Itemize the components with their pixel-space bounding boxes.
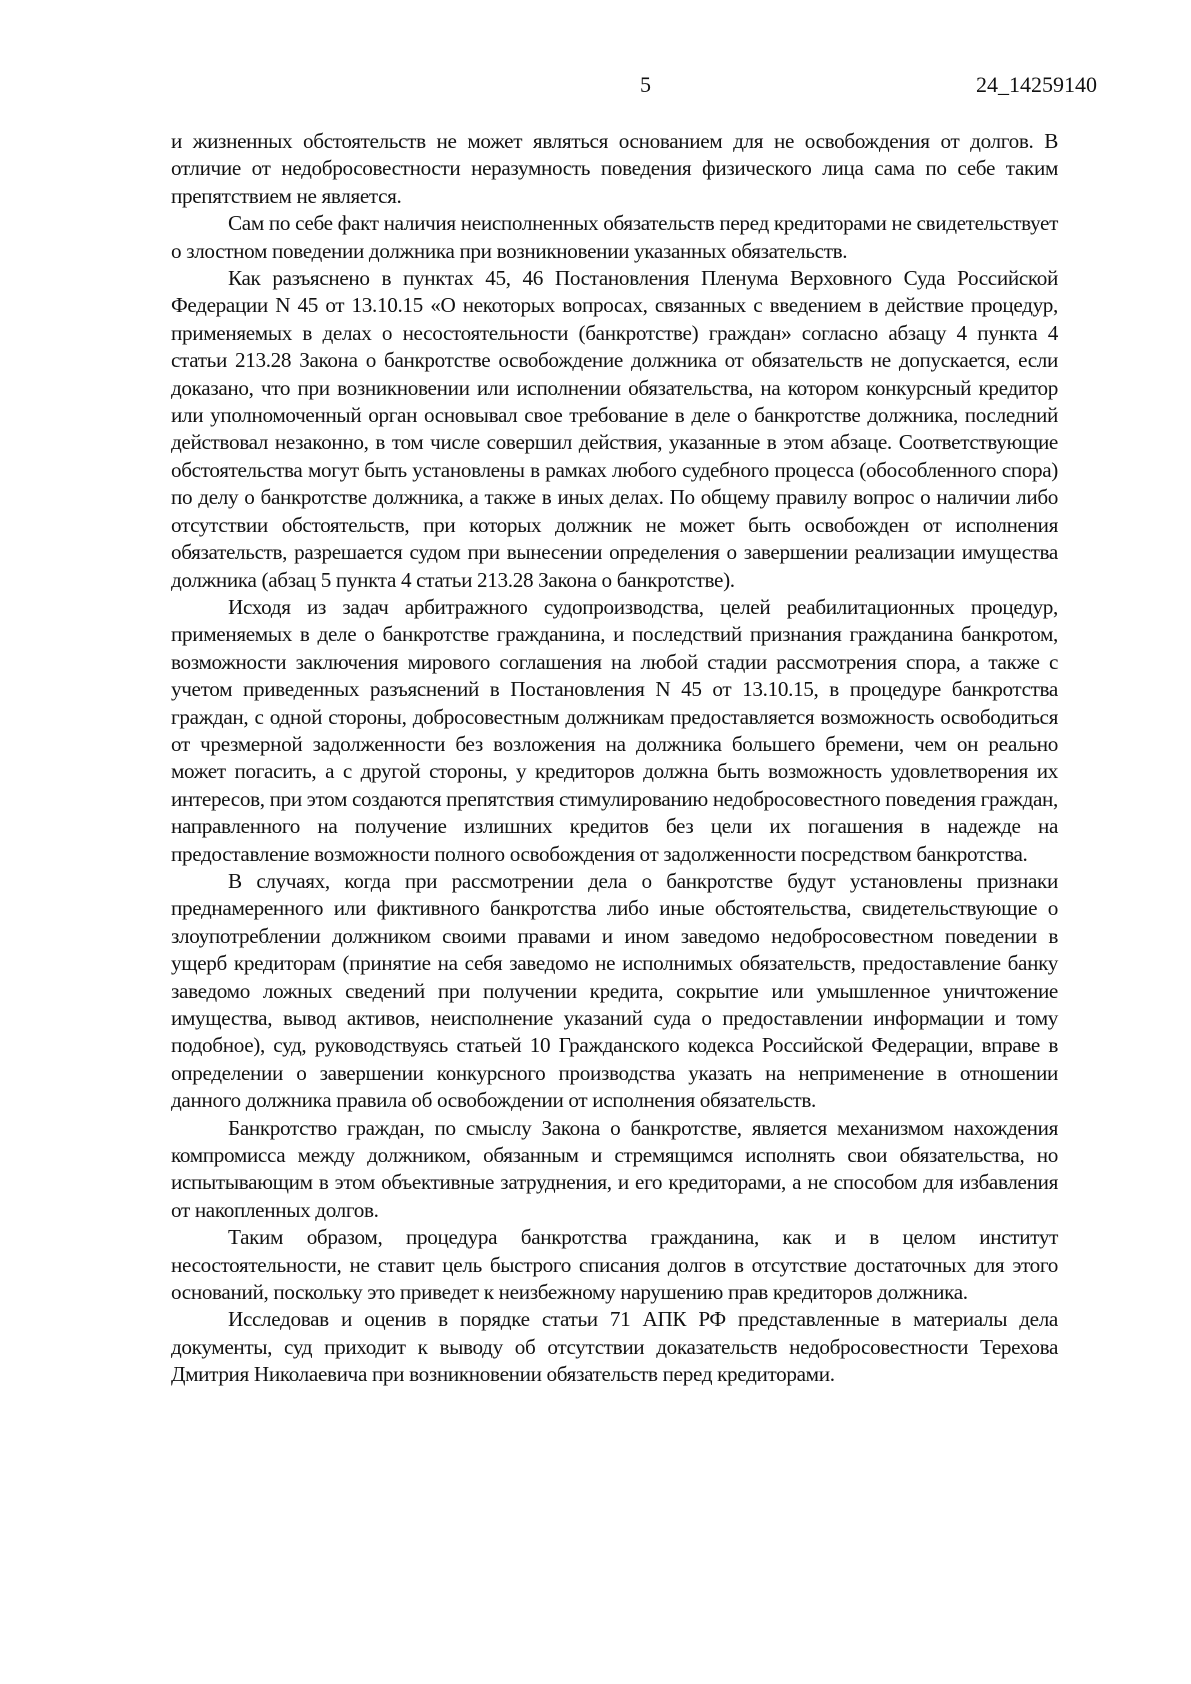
paragraph: Как разъяснено в пунктах 45, 46 Постановления Пленума Верховного Суда Российской Федерации N 45 от 13.10.15 «О некоторых вопросах, связанных с введением в действие процедур, применяемых в делах о несостоятельности (банкротстве) граждан» согласно абзацу 4 пункта 4 статьи 213.28 Закона о банкротстве освобождение должника от обязательств не допускается, если доказано, что при возникновении или исполнении обязательства, на котором конкурсный кредитор или уполномоченный орган основывал свое требование в деле о банкротстве должника, последний действовал незаконно, в том числе совершил действия, указанные в этом абзаце. Соответствующие обстоятельства могут быть установлены в рамках любого судебного процесса (обособленного спора) по делу о банкротстве должника, а также в иных делах. По общему правилу вопрос о наличии либо отсутствии обстоятельств, при которых должник не может быть освобожден от исполнения обязательств, разрешается судом при вынесении определения о завершении реализации имущества должника (абзац 5 пункта 4 статьи 213.28 Закона о банкротстве). bbox=[171, 266, 1058, 592]
paragraph: Исследовав и оценив в порядке статьи 71 АПК РФ представленные в материалы дела документы, суд приходит к выводу об отсутствии доказательств недобросовестности Терехова Дмитрия Николаевича при возникновении обязательств перед кредиторами. bbox=[171, 1307, 1058, 1387]
paragraph: Банкротство граждан, по смыслу Закона о банкротстве, является механизмом нахождения компромисса между должником, обязанным и стремящимся исполнять свои обязательства, но испытывающим в этом объективные затруднения, и его кредиторами, а не способом для избавления от накопленных долгов. bbox=[171, 1115, 1058, 1222]
paragraph: В случаях, когда при рассмотрении дела о банкротстве будут установлены признаки преднамеренного или фиктивного банкротства либо иные обстоятельства, свидетельствующие о злоупотреблении должником своими правами и ином заведомо недобросовестном поведении в ущерб кредиторам (принятие на себя заведомо не исполнимых обязательств, предоставление банку заведомо ложных сведений при получении кредита, сокрытие или умышленное уничтожение имущества, вывод активов, неисполнение указаний суда о предоставлении информации и тому подобное), суд, руководствуясь статьей 10 Гражданского кодекса Российской Федерации, вправе в определении о завершении конкурсного производства указать на неприменение в отношении данного должника правила об освобождении от исполнения обязательств. bbox=[171, 868, 1058, 1113]
document-id: 24_14259140 bbox=[976, 72, 1097, 97]
document-body bbox=[171, 128, 1058, 1389]
paragraph: Исходя из задач арбитражного судопроизводства, целей реабилитационных процедур, применяемых в деле о банкротстве гражданина, и последствий признания гражданина банкротом, возможности заключения мирового соглашения на любой стадии рассмотрения спора, а также с учетом приведенных разъяснений в Постановления N 45 от 13.10.15, в процедуре банкротства граждан, с одной стороны, добросовестным должникам предоставляется возможность освободиться от чрезмерной задолженности без возложения на должника большего бремени, чем он реально может погасить, а с другой стороны, у кредиторов должна быть возможность удовлетворения их интересов, при этом создаются препятствия стимулированию недобросовестного поведения граждан, направленного на получение излишних кредитов без цели их погашения в надежде на предоставление возможности полного освобождения от задолженности посредством банкротства. bbox=[171, 594, 1058, 866]
paragraph: Таким образом, процедура банкротства гражданина, как и в целом институт несостоятельности, не ставит цель быстрого списания долгов в отсутствие достаточных для этого оснований, поскольку это приведет к неизбежному нарушению прав кредиторов должника. bbox=[171, 1225, 1058, 1305]
paragraph-continuation: и жизненных обстоятельств не может являться основанием для не освобождения от долгов. В отличие от недобросовестности неразумность поведения физического лица сама по себе таким препятствием не является. bbox=[171, 129, 1058, 208]
paragraph: Сам по себе факт наличия неисполненных обязательств перед кредиторами не свидетельствует о злостном поведении должника при возникновении указанных обязательств. bbox=[171, 211, 1058, 263]
page-number: 5 bbox=[640, 72, 651, 97]
